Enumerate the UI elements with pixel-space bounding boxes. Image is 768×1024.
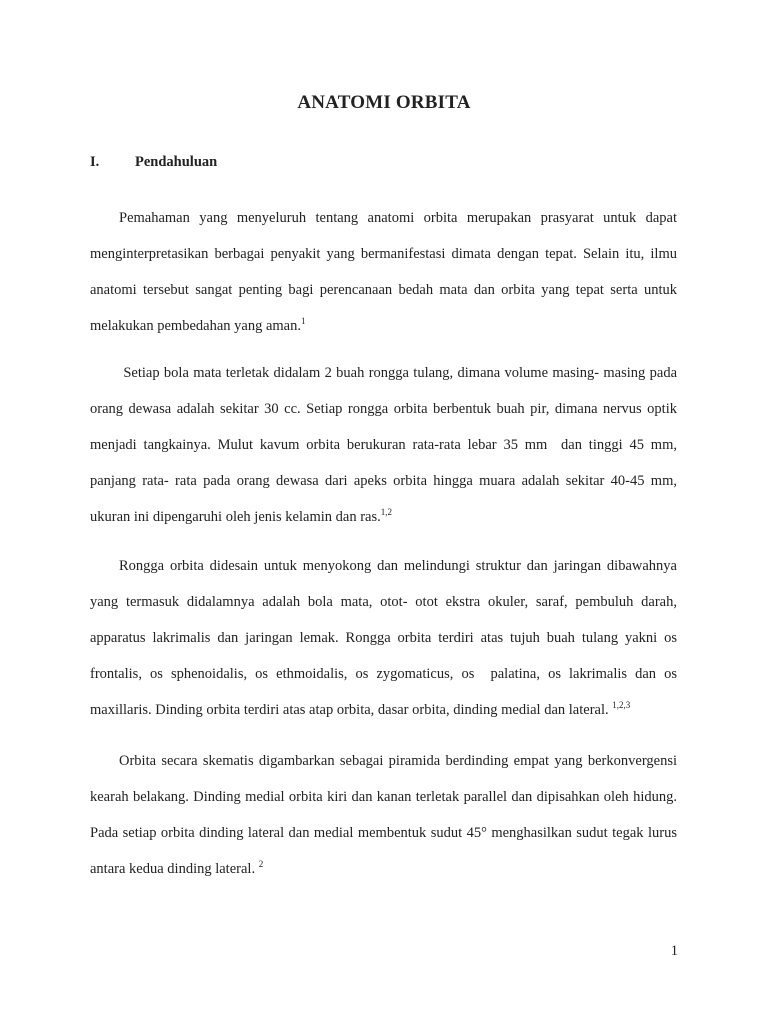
citation-ref: 2 bbox=[258, 859, 264, 869]
section-number: I. bbox=[90, 154, 100, 170]
paragraph-intro bbox=[90, 200, 681, 344]
paragraph-text: Setiap bola mata terletak didalam 2 buah rongga tulang, dimana volume masing- masing pada orang dewasa adalah sekitar 30 cc. Setiap rongga orbita berbentuk buah pir, dimana nervus optik menjadi tangkainya. Mulut kavum orbita berukuran rata-rata lebar 35 mm dan tinggi 45 mm, panjang rata- rata pada orang dewasa dari apeks orbita hingga muara adalah sekitar 40-45 mm, ukuran ini dipengaruhi oleh jenis kelamin dan ras. bbox=[90, 365, 685, 525]
citation-ref: 1,2,3 bbox=[612, 700, 631, 710]
paragraph-text: Pemahaman yang menyeluruh tentang anatomi orbita merupakan prasyarat untuk dapat menginterpretasikan berbagai penyakit yang bermanifestasi dimata dengan tepat. Selain itu, ilmu anatomi tersebut sangat penting bagi perencanaan bedah mata dan orbita yang tepat serta untuk melakukan pembedahan yang aman. bbox=[90, 210, 681, 334]
paragraph-text: Orbita secara skematis digambarkan sebagai piramida berdinding empat yang berkonvergensi kearah belakang. Dinding medial orbita kiri dan kanan terletak parallel dan dipisahkan oleh hidung. Pada setiap orbita dinding lateral dan medial membentuk sudut 45° menghasilkan sudut tegak lurus antara kedua dinding lateral. bbox=[90, 753, 681, 877]
citation-ref: 1 bbox=[300, 316, 306, 326]
paragraph-text: Rongga orbita didesain untuk menyokong dan melindungi struktur dan jaringan dibawahnya yang termasuk didalamnya adalah bola mata, otot- otot ekstra okuler, saraf, pembuluh darah, apparatus lakrimalis dan jaringan lemak. Rongga orbita terdiri atas tujuh buah tulang yakni os frontalis, os sphenoidalis, os ethmoidalis, os zygomaticus, os palatina, os lakrimalis dan os maxillaris. Dinding orbita terdiri atas atap orbita, dasar orbita, dinding medial dan lateral. bbox=[90, 558, 681, 718]
section-heading bbox=[90, 154, 217, 171]
page-number: 1 bbox=[670, 943, 678, 959]
paragraph-orbit-bones bbox=[90, 548, 681, 728]
citation-ref: 1,2 bbox=[380, 507, 392, 517]
paragraph-orbit-shape bbox=[90, 743, 681, 887]
paragraph-orbit-volume bbox=[90, 355, 685, 535]
document-title: ANATOMI ORBITA bbox=[297, 92, 471, 113]
section-title: Pendahuluan bbox=[135, 154, 218, 170]
